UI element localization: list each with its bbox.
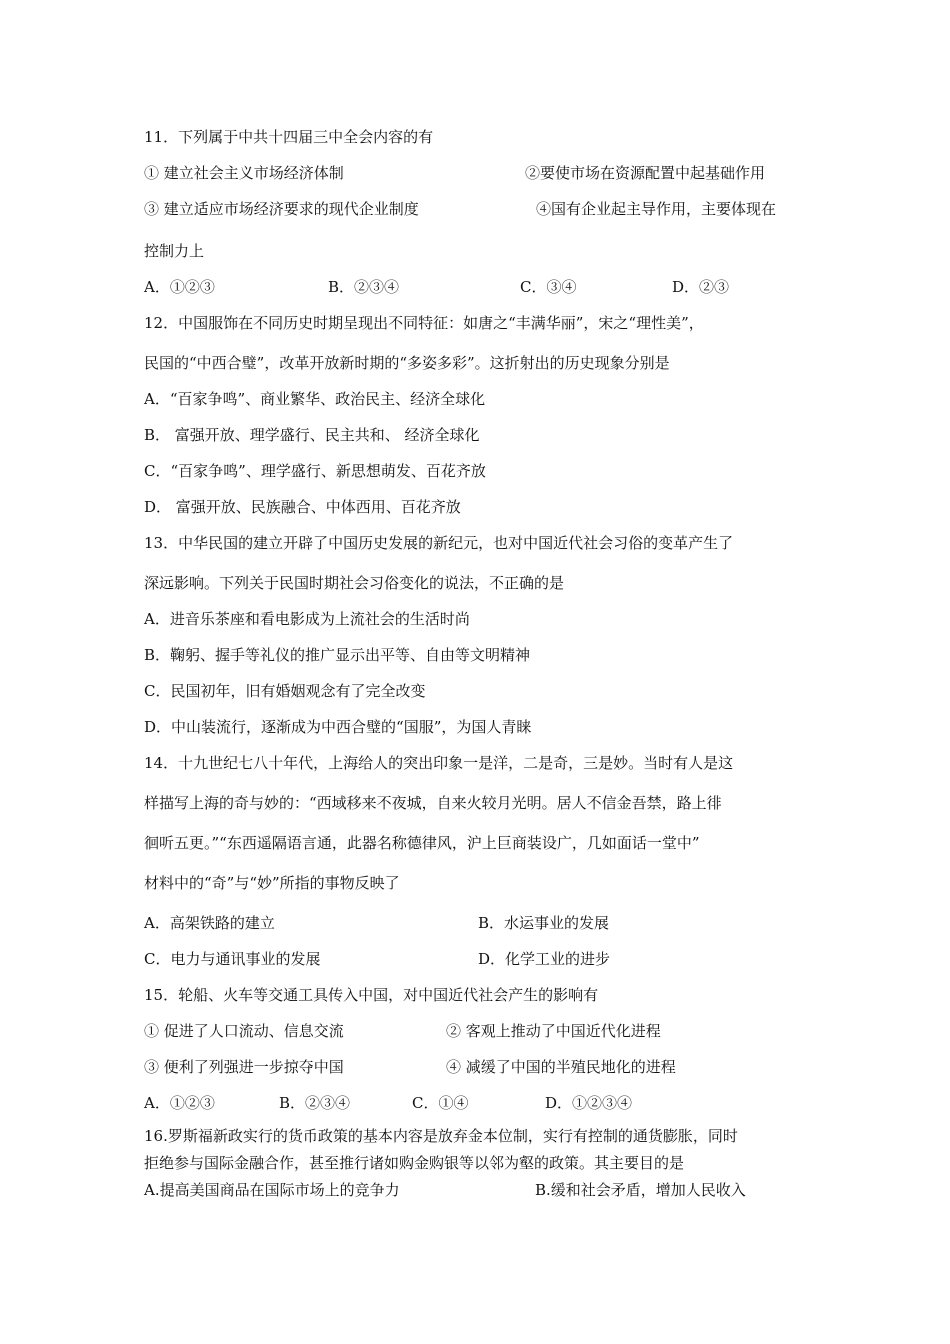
q12-stem-line-1: 12．中国服饰在不同历史时期呈现出不同特征：如唐之“丰满华丽”，宋之“理性美”，: [144, 314, 704, 332]
q11-option-d: D．②③: [672, 278, 730, 296]
q15-option-a: A．①②③: [144, 1094, 215, 1112]
q11-option-a: A．①②③: [144, 278, 215, 296]
q14-option-d: D．化学工业的进步: [478, 950, 611, 968]
q12-option-b: B． 富强开放、理学盛行、民主共和、 经济全球化: [144, 426, 480, 444]
q11-item-4-cont: 控制力上: [144, 242, 205, 260]
q15-stem: 15．轮船、火车等交通工具传入中国，对中国近代社会产生的影响有: [144, 986, 599, 1004]
q16-option-a: A.提高美国商品在国际市场上的竞争力: [144, 1181, 400, 1199]
q13-stem-line-1: 13．中华民国的建立开辟了中国历史发展的新纪元，也对中国近代社会习俗的变革产生了: [144, 534, 734, 552]
q12-option-c: C．“百家争鸣”、理学盛行、新思想萌发、百花齐放: [144, 462, 486, 480]
q16-option-b: B.缓和社会矛盾，增加人民收入: [535, 1181, 746, 1199]
q12-stem-line-2: 民国的“中西合璧”，改革开放新时期的“多姿多彩”。这折射出的历史现象分别是: [144, 354, 670, 372]
q16-stem-line-1: 16.罗斯福新政实行的货币政策的基本内容是放弃金本位制，实行有控制的通货膨胀，同时: [144, 1127, 738, 1145]
q13-option-b: B．鞠躬、握手等礼仪的推广显示出平等、自由等文明精神: [144, 646, 531, 664]
q11-item-3: ③ 建立适应市场经济要求的现代企业制度: [144, 200, 419, 218]
q15-item-4: ④ 减缓了中国的半殖民地化的进程: [446, 1058, 676, 1076]
q15-item-3: ③ 便利了列强进一步掠夺中国: [144, 1058, 344, 1076]
q11-stem: 11．下列属于中共十四届三中全会内容的有: [144, 128, 434, 146]
q12-option-a: A．“百家争鸣”、商业繁华、政治民主、经济全球化: [144, 390, 486, 408]
q14-option-a: A．高架铁路的建立: [144, 914, 275, 932]
q14-stem-line-2: 样描写上海的奇与妙的：“西域移来不夜城，自来火较月光明。居人不信金吾禁，路上徘: [144, 794, 722, 812]
q11-item-2: ②要使市场在资源配置中起基础作用: [525, 164, 766, 182]
q14-stem-line-4: 材料中的“奇”与“妙”所指的事物反映了: [144, 874, 400, 892]
q13-stem-line-2: 深远影响。下列关于民国时期社会习俗变化的说法，不正确的是: [144, 574, 565, 592]
q14-stem-line-1: 14．十九世纪七八十年代，上海给人的突出印象一是洋，二是奇，三是妙。当时有人是这: [144, 754, 734, 772]
q15-option-c: C．①④: [412, 1094, 469, 1112]
q13-option-d: D．中山装流行，逐渐成为中西合璧的“国服”，为国人青睐: [144, 718, 532, 736]
q11-option-b: B．②③④: [328, 278, 400, 296]
q13-option-c: C．民国初年，旧有婚姻观念有了完全改变: [144, 682, 426, 700]
q14-option-c: C．电力与通讯事业的发展: [144, 950, 321, 968]
q11-item-1: ① 建立社会主义市场经济体制: [144, 164, 344, 182]
q12-option-d: D． 富强开放、民族融合、中体西用、百花齐放: [144, 498, 461, 516]
q15-item-1: ① 促进了人口流动、信息交流: [144, 1022, 344, 1040]
q15-option-d: D．①②③④: [545, 1094, 633, 1112]
q13-option-a: A．进音乐茶座和看电影成为上流社会的生活时尚: [144, 610, 470, 628]
q15-option-b: B．②③④: [279, 1094, 351, 1112]
q14-option-b: B．水运事业的发展: [478, 914, 610, 932]
q15-item-2: ② 客观上推动了中国近代化进程: [446, 1022, 661, 1040]
q11-option-c: C．③④: [520, 278, 577, 296]
q11-item-4: ④国有企业起主导作用，主要体现在: [536, 200, 777, 218]
q14-stem-line-3: 徊听五更。”“东西遥隔语言通，此器名称德律风，沪上巨商装设广，几如面话一堂中”: [144, 834, 700, 852]
q16-stem-line-2: 拒绝参与国际金融合作，甚至推行诸如购金购银等以邻为壑的政策。其主要目的是: [144, 1154, 685, 1172]
